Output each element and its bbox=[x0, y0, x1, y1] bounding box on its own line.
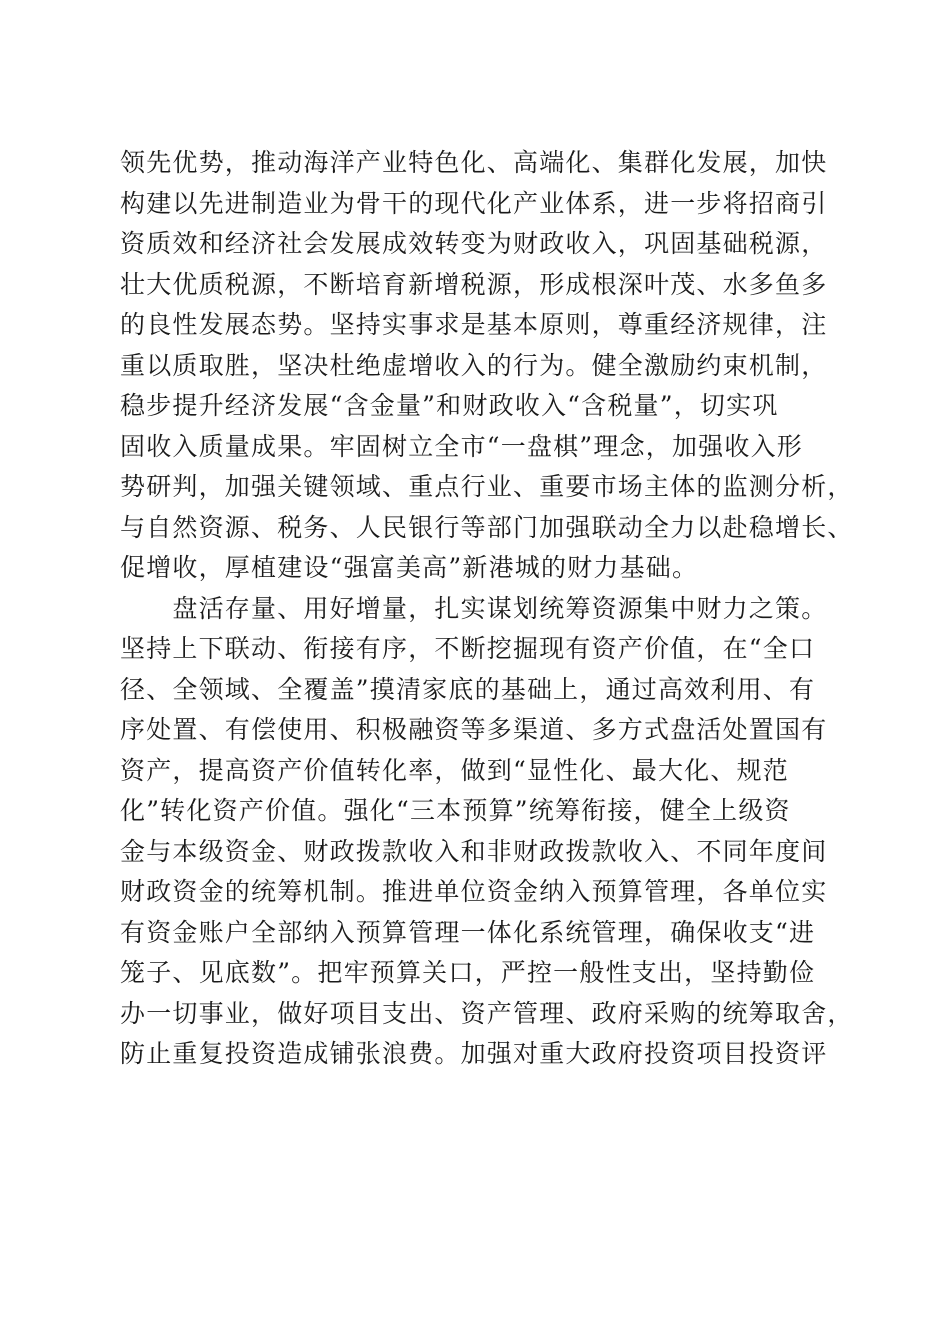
text-line: 防止重复投资造成铺张浪费。加强对重大政府投资项目投资评 bbox=[120, 1039, 828, 1068]
text-line: 资质效和经济社会发展成效转变为财政收入，巩固基础税源， bbox=[120, 229, 828, 258]
text-line: 构建以先进制造业为骨干的现代化产业体系，进一步将招商引 bbox=[120, 188, 828, 218]
text-line: 资产，提高资产价值转化率，做到“显性化、最大化、规范 bbox=[120, 755, 789, 785]
text-line: 的良性发展态势。坚持实事求是基本原则，尊重经济规律，注 bbox=[120, 310, 828, 339]
text-line: 固收入质量成果。牢固树立全市“一盘棋”理念，加强收入形 bbox=[120, 431, 803, 461]
text-line: 领先优势，推动海洋产业特色化、高端化、集群化发展，加快 bbox=[120, 148, 828, 177]
text-line: 有资金账户全部纳入预算管理一体化系统管理，确保收支“进 bbox=[120, 917, 816, 947]
text-line: 壮大优质税源，不断培育新增税源，形成根深叶茂、水多鱼多 bbox=[120, 269, 828, 299]
text-line: 财政资金的统筹机制。推进单位资金纳入预算管理，各单位实 bbox=[120, 877, 828, 906]
text-line: 势研判，加强关键领域、重点行业、重要市场主体的监测分析， bbox=[120, 472, 854, 501]
text-line: 坚持上下联动、衔接有序，不断挖掘现有资产价值，在“全口 bbox=[120, 634, 816, 663]
document-body-text bbox=[120, 143, 854, 1075]
text-line: 促增收，厚植建设“强富美高”新港城的财力基础。 bbox=[120, 553, 699, 582]
text-line: 径、全领域、全覆盖”摸清家底的基础上，通过高效利用、有 bbox=[120, 674, 816, 704]
paragraph-start-line: 盘活存量、用好增量，扎实谋划统筹资源集中财力之策。 bbox=[120, 593, 828, 623]
text-line: 化”转化资产价值。强化“三本预算”统筹衔接，健全上级资 bbox=[120, 796, 791, 825]
text-line: 金与本级资金、财政拨款收入和非财政拨款收入、不同年度间 bbox=[120, 836, 828, 866]
text-line: 稳步提升经济发展“含金量”和财政收入“含税量”，切实巩 bbox=[120, 391, 779, 420]
text-line: 重以质取胜，坚决杜绝虚增收入的行为。健全激励约束机制， bbox=[120, 350, 828, 380]
text-line: 序处置、有偿使用、积极融资等多渠道、多方式盘活处置国有 bbox=[120, 715, 828, 744]
text-line: 与自然资源、税务、人民银行等部门加强联动全力以赴稳增长、 bbox=[120, 512, 854, 542]
text-line: 笼子、见底数”。把牢预算关口，严控一般性支出，坚持勤俭 bbox=[120, 958, 816, 987]
text-line: 办一切事业，做好项目支出、资产管理、政府采购的统筹取舍， bbox=[120, 998, 854, 1028]
